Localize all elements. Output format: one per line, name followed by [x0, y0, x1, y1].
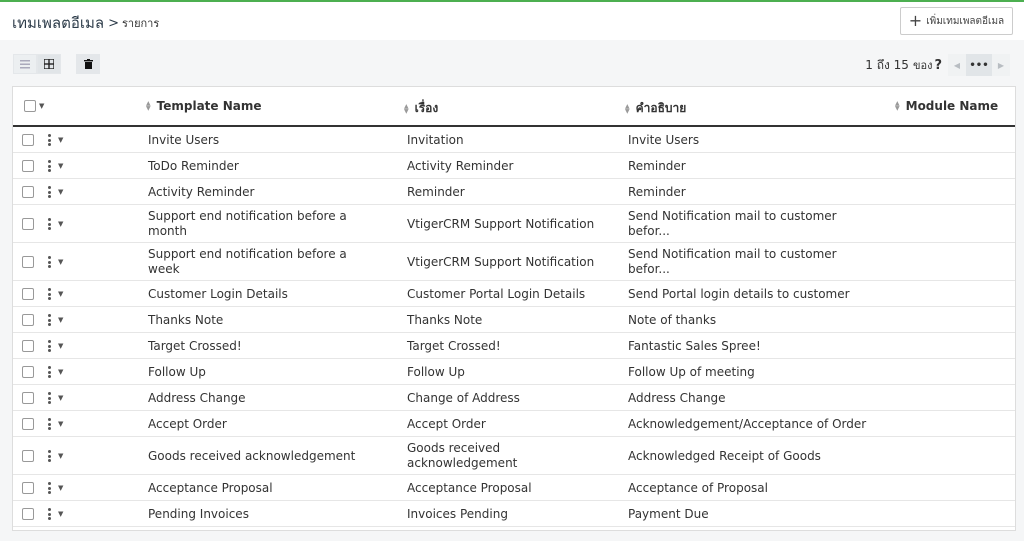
caret-down-icon: ▼ [58, 368, 64, 376]
row-checkbox[interactable] [22, 288, 34, 300]
sort-icon: ▲ ▼ [895, 100, 900, 112]
row-actions-button[interactable] [48, 186, 63, 198]
table-row[interactable] [13, 307, 1015, 333]
subject-cell: Goods received acknowledgement [407, 441, 518, 470]
row-checkbox[interactable] [22, 508, 34, 520]
breadcrumb [12, 11, 159, 35]
description-cell: Acknowledgement/Acceptance of Order [628, 417, 867, 431]
row-checkbox[interactable] [22, 256, 34, 268]
list-view-button[interactable] [13, 54, 37, 74]
description-cell: Reminder [628, 185, 686, 199]
table-row[interactable] [13, 501, 1015, 527]
list-toolbar [0, 40, 1024, 86]
template-name-cell: Goods received acknowledgement [148, 449, 356, 463]
description-cell: Note of thanks [628, 313, 717, 327]
list-view-icon [20, 60, 30, 69]
table-row[interactable] [13, 475, 1015, 501]
description-cell: Send Notification mail to customer befor... [628, 209, 837, 238]
description-cell: Send Portal login details to customer [628, 287, 850, 301]
kebab-icon [48, 160, 51, 172]
subject-cell: Thanks Note [407, 313, 483, 327]
description-cell: Follow Up of meeting [628, 365, 755, 379]
kebab-icon [48, 508, 51, 520]
subject-cell: Accept Order [407, 417, 486, 431]
table-row[interactable] [13, 411, 1015, 437]
kebab-icon [48, 288, 51, 300]
sort-icon: ▲ ▼ [625, 102, 630, 115]
kebab-icon [48, 134, 51, 146]
row-checkbox[interactable] [22, 134, 34, 146]
row-actions-button[interactable] [48, 134, 63, 146]
caret-down-icon: ▼ [58, 220, 64, 228]
kebab-icon [48, 218, 51, 230]
subject-cell: Reminder [407, 185, 465, 199]
subject-cell: Acceptance Proposal [407, 481, 532, 495]
chevron-left-icon: ◀ [953, 60, 961, 70]
kebab-icon [48, 186, 51, 198]
sort-icon: ▲ ▼ [146, 100, 151, 112]
template-name-cell: Invite Users [148, 133, 220, 147]
template-name-cell: Pending Invoices [148, 507, 249, 521]
description-cell: Invite Users [628, 133, 700, 147]
table-row[interactable] [13, 127, 1015, 153]
templates-table [12, 86, 1016, 531]
template-name-cell: Follow Up [148, 365, 206, 379]
subject-cell: Change of Address [407, 391, 520, 405]
row-actions-button[interactable] [48, 482, 63, 494]
kebab-icon [48, 340, 51, 352]
row-actions-button[interactable] [48, 508, 63, 520]
caret-down-icon: ▼ [58, 188, 64, 196]
row-actions-button[interactable] [48, 256, 63, 268]
caret-down-icon: ▼ [58, 452, 64, 460]
grid-view-icon [44, 59, 54, 69]
template-name-cell: Support end notification before a week [148, 247, 347, 276]
caret-down-icon: ▼ [58, 136, 64, 144]
table-row[interactable] [13, 359, 1015, 385]
template-name-cell: Support end notification before a month [148, 209, 347, 238]
kebab-icon [48, 482, 51, 494]
description-cell: Address Change [628, 391, 726, 405]
page-header [0, 2, 1024, 40]
table-row[interactable] [13, 437, 1015, 475]
row-actions-button[interactable] [48, 450, 63, 462]
subject-cell: Follow Up [407, 365, 465, 379]
caret-down-icon: ▼ [58, 510, 64, 518]
description-cell: Payment Due [628, 507, 709, 521]
template-name-cell: Address Change [148, 391, 246, 405]
caret-down-icon: ▼ [58, 484, 64, 492]
description-cell: Acceptance of Proposal [628, 481, 768, 495]
caret-down-icon[interactable]: ▼ [39, 102, 45, 110]
pagination [865, 54, 1010, 76]
description-cell: Acknowledged Receipt of Goods [628, 449, 821, 463]
row-checkbox[interactable] [22, 186, 34, 198]
caret-down-icon: ▼ [58, 258, 64, 266]
subject-cell: Activity Reminder [407, 159, 514, 173]
kebab-icon [48, 256, 51, 268]
caret-down-icon: ▼ [58, 394, 64, 402]
template-name-cell: Target Crossed! [148, 339, 242, 353]
chevron-right-icon: ▶ [997, 60, 1005, 70]
column-template-name[interactable] [146, 99, 262, 113]
row-checkbox[interactable] [22, 314, 34, 326]
caret-down-icon: ▼ [58, 290, 64, 298]
table-row[interactable] [13, 153, 1015, 179]
column-subject-label: เรื่อง [414, 101, 439, 115]
row-checkbox[interactable] [22, 218, 34, 230]
row-checkbox[interactable] [22, 160, 34, 172]
table-row[interactable] [13, 333, 1015, 359]
view-toggle [13, 54, 61, 74]
row-checkbox[interactable] [22, 366, 34, 378]
breadcrumb-current: รายการ [121, 17, 160, 30]
column-subject[interactable] [404, 99, 438, 118]
caret-down-icon: ▼ [58, 316, 64, 324]
template-name-cell: Customer Login Details [148, 287, 288, 301]
kebab-icon [48, 314, 51, 326]
subject-cell: VtigerCRM Support Notification [407, 255, 595, 269]
template-name-cell: Activity Reminder [148, 185, 255, 199]
chevron-right-icon: > [108, 15, 119, 31]
page-jump-button[interactable]: ••• [966, 54, 992, 76]
table-header [13, 87, 1015, 127]
row-actions-button[interactable] [48, 418, 63, 430]
kebab-icon [48, 418, 51, 430]
breadcrumb-module[interactable]: เทมเพลตอีเมล [12, 14, 105, 32]
column-description-label: คำอธิบาย [635, 101, 687, 115]
row-actions-button[interactable] [48, 366, 63, 378]
subject-cell: Invitation [407, 133, 464, 147]
caret-down-icon: ▼ [58, 162, 64, 170]
previous-page-button[interactable] [948, 54, 966, 76]
description-cell: Reminder [628, 159, 686, 173]
row-actions-button[interactable] [48, 314, 63, 326]
row-checkbox[interactable] [22, 392, 34, 404]
plus-icon: + [908, 11, 923, 30]
row-checkbox[interactable] [22, 418, 34, 430]
row-checkbox[interactable] [22, 450, 34, 462]
column-description[interactable] [625, 99, 686, 118]
table-row[interactable] [13, 179, 1015, 205]
select-all-checkbox[interactable] [24, 100, 36, 112]
next-page-button[interactable] [992, 54, 1010, 76]
grid-view-button[interactable] [37, 54, 61, 74]
description-cell: Send Notification mail to customer befor... [628, 247, 837, 276]
row-actions-button[interactable] [48, 288, 63, 300]
table-row[interactable] [13, 385, 1015, 411]
kebab-icon [48, 450, 51, 462]
row-actions-button[interactable] [48, 392, 63, 404]
sort-icon: ▲ ▼ [404, 102, 409, 115]
table-row[interactable] [13, 205, 1015, 243]
total-count-button[interactable]: ? [934, 57, 942, 73]
column-module-name[interactable] [895, 99, 998, 113]
table-row[interactable] [13, 243, 1015, 281]
template-name-cell: Thanks Note [148, 313, 224, 327]
page-range: 1 ถึง 15 [865, 57, 909, 72]
trash-icon [84, 59, 93, 69]
subject-cell: Customer Portal Login Details [407, 287, 586, 301]
column-module-name-label: Module Name [905, 99, 999, 113]
select-all [24, 100, 44, 112]
delete-button[interactable] [76, 54, 100, 74]
kebab-icon [48, 366, 51, 378]
table-row[interactable] [13, 281, 1015, 307]
kebab-icon [48, 392, 51, 404]
column-template-name-label: Template Name [156, 99, 262, 113]
template-name-cell: ToDo Reminder [148, 159, 239, 173]
row-checkbox[interactable] [22, 340, 34, 352]
add-email-template-button[interactable] [900, 7, 1013, 35]
row-actions-button[interactable] [48, 218, 63, 230]
row-checkbox[interactable] [22, 482, 34, 494]
caret-down-icon: ▼ [58, 342, 64, 350]
row-actions-button[interactable] [48, 340, 63, 352]
caret-down-icon: ▼ [58, 420, 64, 428]
subject-cell: VtigerCRM Support Notification [407, 217, 595, 231]
template-name-cell: Acceptance Proposal [148, 481, 273, 495]
page-of-label: ของ [912, 59, 933, 72]
subject-cell: Target Crossed! [407, 339, 501, 353]
row-actions-button[interactable] [48, 160, 63, 172]
description-cell: Fantastic Sales Spree! [628, 339, 761, 353]
template-name-cell: Accept Order [148, 417, 227, 431]
add-email-template-label: เพิ่มเทมเพลตอีเมล [926, 15, 1005, 27]
subject-cell: Invoices Pending [407, 507, 508, 521]
